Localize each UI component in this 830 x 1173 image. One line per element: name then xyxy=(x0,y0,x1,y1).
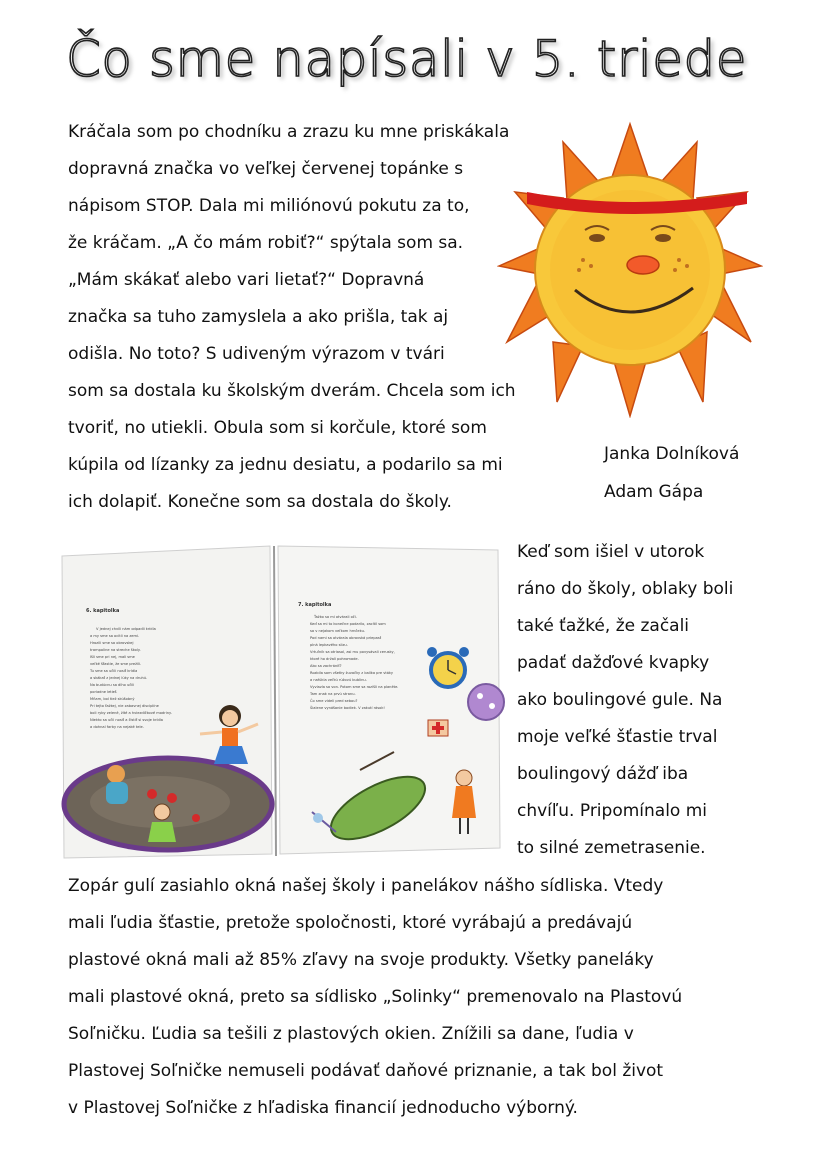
left-page-line: Išli sme pri nej, mali sme xyxy=(90,655,135,659)
right-page-line: plná lepkavého slizu. xyxy=(310,643,348,647)
right-page-line: Šialene vynášanie bodiek. V zakutí rások! xyxy=(310,706,385,710)
text-line: som sa dostala ku školským dverám. Chcela som ich xyxy=(68,381,516,401)
text-line: dopravná značka vo veľkej červenej topánke s xyxy=(68,159,464,179)
right-page-line: Vyviazla sa von. Potom sme sa rozišli na planéte. xyxy=(310,685,399,689)
left-page-line: Tu sme sa učili nosiť krídla xyxy=(90,669,138,673)
text-line: mali ľudia šťastie, pretože spoločnosti, ktoré vyrábajú a predávajú xyxy=(68,913,633,933)
first-aid-box xyxy=(428,720,448,736)
right-page-line: Ťažko sa mi otvárali oči. xyxy=(314,615,357,619)
text-line: v Plastovej Soľničke z hľadiska financií jednoducho výborný. xyxy=(68,1098,578,1118)
left-page-line: V jednej chvíli nám odpadli krídla xyxy=(96,627,156,631)
left-page-line: a my sme sa ocitli na zemi. xyxy=(90,634,140,638)
right-page-heading: 7. kapitolka xyxy=(298,602,332,608)
text-line: ako boulingové gule. Na xyxy=(517,690,723,710)
text-line: padať dažďové kvapky xyxy=(517,653,710,673)
text-line: tvoriť, no utiekli. Obula som si korčule, ktoré som xyxy=(68,418,487,438)
text-line: plastové okná mali až 85% zľavy na svoje produkty. Všetky paneláky xyxy=(68,950,654,970)
text-line: ich dolapiť. Konečne som sa dostala do školy. xyxy=(68,492,452,512)
text-line: boulingový dážď iba xyxy=(517,764,689,784)
left-page-line: Mňam, bol tiež skúšobný xyxy=(90,697,135,701)
text-line: Plastovej Soľničke nemuseli podávať daňové priznanie, a tak bol život xyxy=(68,1061,664,1081)
left-page-line: Na budúcnu sa dlho učili xyxy=(90,683,135,687)
left-page-line: poriadne letieť. xyxy=(90,690,118,694)
balloon-illustration xyxy=(468,684,504,720)
left-page-line: a dohnal farby na nejaké tele. xyxy=(90,725,144,729)
left-page-heading: 6. kapitolka xyxy=(86,608,120,614)
text-line: Zopár gulí zasiahlo okná našej školy i panelákov nášho sídliska. Vtedy xyxy=(68,876,664,896)
text-line: odišla. No toto? S udiveným výrazom v tvári xyxy=(68,344,445,364)
page-title: Čo sme napísali v 5. triede xyxy=(66,30,748,88)
right-page-line: a nafúkla veľkú rúžovú bublinu. xyxy=(310,678,367,682)
book-photo xyxy=(60,542,506,860)
sun-drawing xyxy=(497,120,763,418)
right-page-line: Pod nami sa otvárala obrovská priepasť xyxy=(310,636,382,640)
author-name: Janka Dolníková xyxy=(604,444,740,464)
text-line: Kráčala som po chodníku a zrazu ku mne priskákala xyxy=(68,122,510,142)
text-line: Keď som išiel v utorok xyxy=(517,542,705,562)
alarm-clock-illustration xyxy=(427,647,469,687)
text-line: to silné zemetrasenie. xyxy=(517,838,706,858)
left-page-line: veľké šťastie, že sme prežili. xyxy=(90,662,142,666)
text-line: nápisom STOP. Dala mi miliónovú pokutu za to, xyxy=(68,196,470,216)
right-page-line: Keď sa mi to konečne podarilo, zacítil som xyxy=(310,622,386,626)
text-line: mali plastové okná, preto sa sídlisko „Solinky“ premenovalo na Plastovú xyxy=(68,987,683,1007)
right-page-line: Čo sme videli pred sebou? xyxy=(310,699,358,703)
right-page-line: Tam znak na prvú stranu. xyxy=(310,692,356,696)
left-page-line: Pri tejto ťažkej, nie zabavnej disciplíne xyxy=(90,704,159,708)
right-page-line: Ako sa zachrániť? xyxy=(310,664,342,668)
text-line: ráno do školy, oblaky boli xyxy=(517,579,734,599)
text-line: značka sa tuho zamyslela a ako prišla, tak aj xyxy=(68,307,449,327)
left-page-line: a skákať z jednej lúky na druhú. xyxy=(90,676,148,680)
text-line: Soľničku. Ľudia sa tešili z plastových okien. Znížili sa dane, ľudia v xyxy=(68,1024,634,1044)
nose xyxy=(627,256,659,274)
left-eye xyxy=(589,234,605,242)
text-line: kúpila od lízanky za jednu desiatu, a podarilo sa mi xyxy=(68,455,503,475)
right-page-line: ktoré ho držali pohromade. xyxy=(310,657,359,661)
right-page-line: Vrtuľník sa otriasol, asi mu povysávali cerusky, xyxy=(310,650,395,654)
right-page-line: sa v nejakom veľkom hrnčeku. xyxy=(310,629,365,633)
right-eye xyxy=(655,234,671,242)
left-page-line: Hrozili sme sa obrovskej xyxy=(90,641,134,645)
text-line: také ťažké, že začali xyxy=(517,616,690,636)
author-name: Adam Gápa xyxy=(604,482,704,502)
right-page-line: Rozbila som všetky žuvačky z balíka pre vtáky xyxy=(310,671,394,675)
text-line: že kráčam. „A čo mám robiť?“ spýtala som sa. xyxy=(68,233,464,253)
left-page-line: Niekto sa učil nosiť a čistiť si svoje krídla xyxy=(90,718,163,722)
text-line: chvíľu. Pripomínalo mi xyxy=(517,801,708,821)
left-page-line: trampoline na streche školy. xyxy=(90,648,141,652)
left-page-line: boli ryby zelené, žlté a hviezdičkové modriny. xyxy=(90,711,172,715)
text-line: „Mám skákať alebo vari lietať?“ Dopravná xyxy=(68,270,425,290)
text-line: moje veľké šťastie trval xyxy=(517,727,718,747)
